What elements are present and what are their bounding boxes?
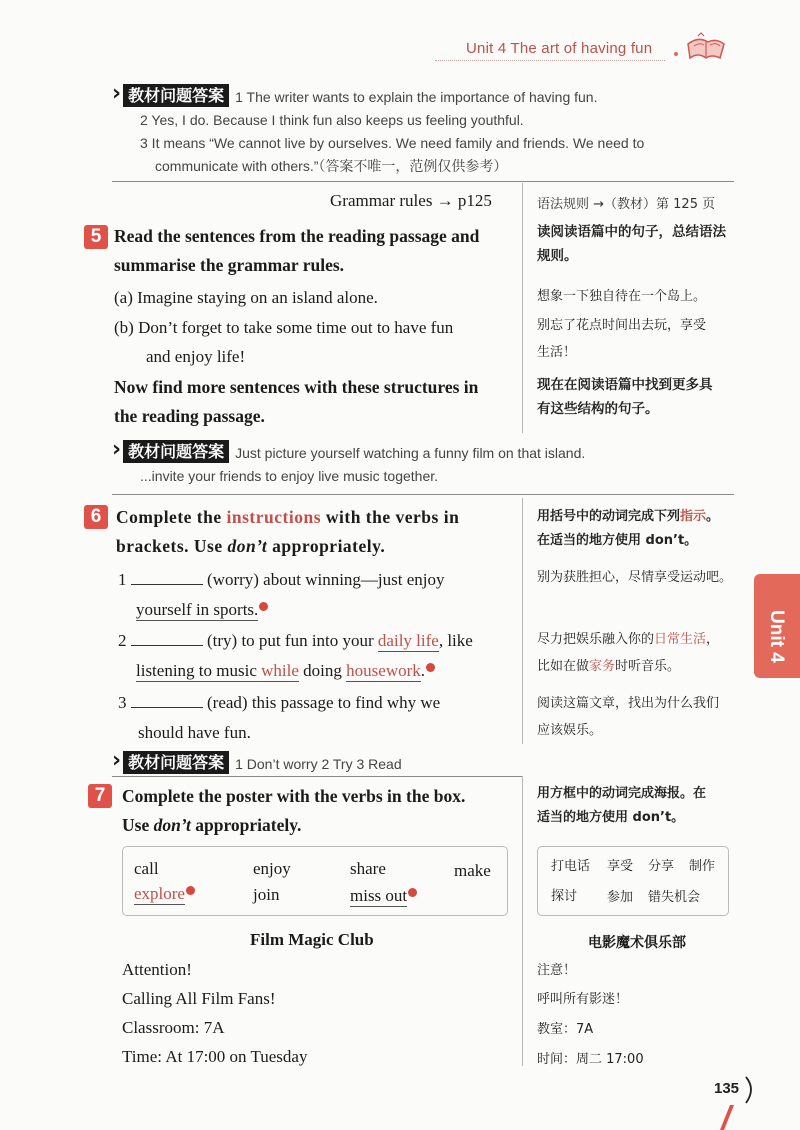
task-5-title-line: Read the sentences from the reading passage and: [114, 226, 480, 246]
poster-line-zh: 时间：周二 17:00: [537, 1052, 644, 1067]
poster-line: Calling All Film Fans!: [122, 989, 276, 1008]
word-box-item: enjoy: [253, 859, 291, 878]
poster-line-zh: 注意！: [537, 963, 577, 978]
task-5-sentence-b-zh: [537, 312, 706, 366]
page-number-flourish-icon: [700, 1075, 760, 1130]
chevron-right-icon: ›: [112, 437, 122, 462]
poster-line-zh: 呼叫所有影迷！: [537, 992, 629, 1007]
task-number-6: 6: [84, 505, 108, 529]
highlight-word: while: [261, 661, 299, 680]
text: appropriately.: [267, 536, 386, 556]
text: 比如在做: [537, 659, 590, 674]
note-marker-icon: [259, 602, 268, 611]
item-text: (worry) about winning—just enjoy: [207, 570, 445, 589]
item-number: 2: [118, 631, 127, 650]
page-number: 135: [714, 1080, 740, 1097]
task-6-item-3-zh: [537, 690, 719, 744]
word-box: [122, 846, 508, 916]
highlight-word: 指示: [680, 509, 707, 524]
task-number-7: 7: [88, 784, 112, 808]
chevron-right-icon: ›: [112, 748, 122, 773]
word-box-item-zh: 打电话: [551, 859, 591, 874]
word-box-zh: [537, 846, 729, 916]
poster-line: Attention!: [122, 960, 192, 979]
answer-block-5: [112, 437, 586, 463]
task-6-title: [116, 503, 516, 561]
zh-line: 适当的地方使用 don’t。: [537, 810, 685, 825]
zh-line: 读阅读语篇中的句子，总结语法: [537, 224, 726, 240]
task-5-instruction-line: Now find more sentences with these structures in: [114, 377, 479, 397]
note-marker-icon: [186, 886, 195, 895]
task-number-5: 5: [84, 225, 108, 249]
task-5-title-zh: [537, 220, 726, 268]
zh-line: 应该娱乐。: [537, 723, 603, 738]
answer-line: 3 It means “We cannot live by ourselves. We need family and friends. We need to: [140, 135, 645, 151]
column-divider: [522, 183, 523, 433]
text: 用括号中的动词完成下列: [537, 509, 681, 524]
answer-block-6: [112, 748, 402, 774]
poster-line: Time: At 17:00 on Tuesday: [122, 1047, 308, 1066]
word-box-item: share: [350, 859, 386, 878]
answer-line: Just picture yourself watching a funny film on that island.: [235, 445, 586, 461]
task-5-sentence-a-zh: 想象一下独自待在一个岛上。: [537, 289, 707, 304]
zh-line: 生活！: [537, 345, 577, 360]
answer-tag: 教材问题答案: [123, 440, 229, 463]
task-5-instruction: [114, 373, 514, 431]
unit-side-tab[interactable]: [754, 574, 800, 678]
section-divider: [112, 494, 734, 495]
word-box-item: join: [253, 885, 280, 904]
poster-title: Film Magic Club: [250, 930, 374, 949]
answer-line: 1 The writer wants to explain the importance of having fun.: [235, 89, 598, 105]
highlight-word: 家务: [589, 659, 616, 674]
item-text: , like: [438, 631, 473, 650]
answer-blank[interactable]: [131, 645, 203, 646]
answer-tag: 教材问题答案: [123, 751, 229, 774]
word-box-item-zh: 参加: [607, 890, 634, 905]
answer-blank[interactable]: [131, 707, 203, 708]
sentence-text: Don’t forget to take some time out to have fun: [138, 318, 454, 337]
word-box-item: call: [134, 859, 159, 878]
text: 时: [615, 659, 629, 674]
unit-side-tab-label: Unit 4: [766, 610, 787, 663]
item-number: 1: [118, 570, 127, 589]
highlight-word: daily life: [377, 631, 439, 650]
task-6-item-1-zh: 别为获胜担心，尽情享受运动吧。: [537, 570, 733, 585]
sentence-label: (b): [114, 318, 134, 337]
highlight-word: housework: [346, 661, 421, 680]
book-logo-icon: [668, 32, 732, 66]
note-marker-icon: [408, 888, 417, 897]
text: brackets. Use: [116, 536, 228, 556]
task-7-title: [122, 782, 522, 840]
sentence-text: Imagine staying on an island alone.: [137, 288, 378, 307]
word-box-item-zh: 分享: [648, 859, 675, 874]
zh-line: 现在在阅读语篇中找到更多具: [537, 377, 713, 393]
zh-line: 规则。: [537, 248, 578, 264]
task-6-item-1: [118, 570, 445, 590]
answer-line: communicate with others.”（答案不唯一，范例仅供参考）: [155, 158, 508, 174]
task-6-item-3: [118, 693, 440, 713]
highlight-word: 日常生活: [654, 632, 707, 647]
zh-line: [537, 653, 719, 680]
task-6-title-zh: [537, 505, 719, 553]
italic-word: don’t: [153, 815, 191, 835]
word-box-item-zh: 制作: [689, 859, 716, 874]
text: Use: [122, 815, 154, 835]
task-6-item-1-cont: [136, 600, 268, 620]
item-text: yourself in sports.: [136, 600, 259, 619]
task-7-title-line: Complete the poster with the verbs in the box.: [122, 786, 466, 806]
task-7-title-zh: [537, 782, 706, 830]
task-5-instruction-line: the reading passage.: [114, 406, 265, 426]
note-marker-icon: [426, 663, 435, 672]
word-box-item: [350, 886, 417, 906]
word-box-item: [134, 884, 195, 904]
highlight-word: explore: [134, 884, 185, 903]
item-text: doing: [298, 661, 347, 680]
item-text: (try) to put fun into your: [207, 631, 378, 650]
highlight-word: instructions: [226, 507, 321, 527]
task-6-title-line: [116, 532, 516, 561]
zh-line: 在适当的地方使用 don’t。: [537, 533, 698, 548]
task-5-sentence-a: [114, 288, 378, 308]
task-6-item-2-zh: [537, 626, 719, 680]
task-6-item-2-cont: [136, 661, 435, 681]
text: with the verbs in: [321, 507, 460, 527]
task-6-item-2: [118, 631, 473, 651]
text: 尽力把娱乐融入你的: [537, 632, 655, 647]
task-5-title: [114, 222, 514, 280]
task-5-sentence-b: [114, 318, 453, 338]
word-box-item-zh: 享受: [607, 859, 634, 874]
text: ，: [706, 632, 720, 647]
item-text: miss out: [350, 886, 408, 905]
answer-line: ...invite your friends to enjoy live music together.: [140, 468, 439, 484]
chevron-right-icon: ›: [112, 81, 122, 106]
header-divider: [435, 60, 665, 61]
column-divider: [522, 498, 523, 744]
answer-blank[interactable]: [131, 584, 203, 585]
task-6-item-3-cont: should have fun.: [138, 723, 251, 742]
answer-line: 2 Yes, I do. Because I think fun also keeps us feeling youthful.: [140, 112, 524, 128]
poster-line: Classroom: 7A: [122, 1018, 225, 1037]
grammar-rules-ref: Grammar rules → p125: [330, 191, 492, 210]
column-divider: [522, 776, 523, 1066]
answer-line: 1 Don’t worry 2 Try 3 Read: [235, 756, 402, 772]
word-box-item-zh: 探讨: [551, 889, 578, 904]
zh-line: 用方框中的动词完成海报。在: [537, 786, 707, 801]
task-5-sentence-b-cont: and enjoy life!: [146, 347, 246, 366]
zh-line: 阅读这篇文章，找出为什么我们: [537, 696, 720, 711]
text: Complete the: [116, 507, 227, 527]
text: appropriately.: [190, 815, 302, 835]
item-number: 3: [118, 693, 127, 712]
section-divider: [112, 776, 522, 777]
word-box-item: make: [454, 861, 491, 880]
task-5-title-line: summarise the grammar rules.: [114, 255, 345, 275]
task-6-title-line: [116, 503, 516, 532]
word-box-item-zh: 错失机会: [648, 890, 701, 905]
poster-line-zh: 教室：7A: [537, 1022, 594, 1037]
running-header: Unit 4 The art of having fun: [466, 40, 653, 57]
item-text: .: [420, 661, 426, 680]
task-7-title-line: [122, 811, 522, 840]
grammar-rules-ref-zh: 语法规则 →（教材）第 125 页: [537, 197, 716, 212]
answer-tag: 教材问题答案: [123, 84, 229, 107]
section-divider: [112, 181, 734, 182]
zh-line: 有这些结构的句子。: [537, 401, 659, 417]
item-text: listening to music: [136, 661, 262, 680]
text: 听音乐。: [628, 659, 681, 674]
answer-block-1: [112, 81, 598, 107]
poster-title-zh: 电影魔术俱乐部: [588, 935, 686, 951]
zh-line: [537, 626, 719, 653]
sentence-label: (a): [114, 288, 133, 307]
zh-line: [537, 505, 719, 529]
task-5-instruction-zh: [537, 373, 713, 421]
text: 。: [706, 509, 720, 524]
item-text: (read) this passage to find why we: [207, 693, 441, 712]
italic-word: don’t: [227, 536, 268, 556]
zh-line: 别忘了花点时间出去玩，享受: [537, 318, 707, 333]
